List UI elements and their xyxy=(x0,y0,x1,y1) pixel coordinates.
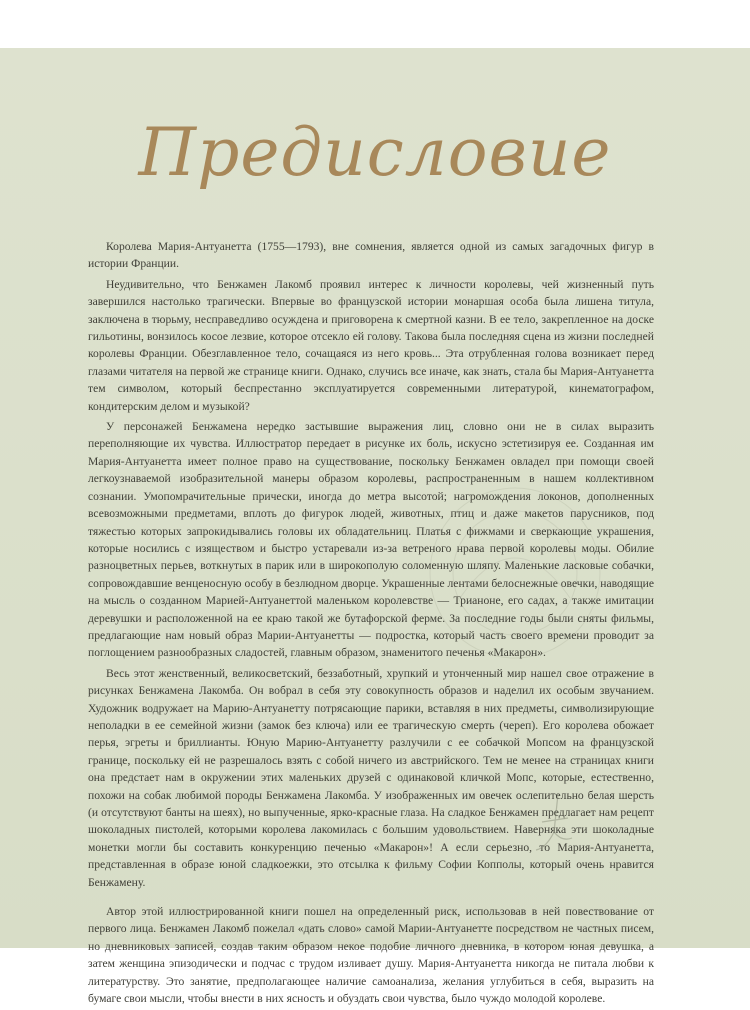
paragraph-4: Весь этот женственный, великосветский, беззаботный, хрупкий и утонченный мир нашел свое отражение в рисунках Бенжамена Лакомба. Он вобрал в себя эту совокупность образов и наделил их особым звучанием. Художник водружает на Марию-Антуанетту потрясающие парики, вставляя в них предметы, символизирующие неполадки в ее семейной жизни (замок без ключа) или ее трагическую смерть (череп). Его королева обожает перья, эгреты и бриллианты. Юную Марию-Антуанетту разлучили с ее собачкой Мопсом на французской границе, поскольку ей не разрешалось взять с собой ничего из австрийского. Тем не менее на страницах книги она предстает нам в окружении этих маленьких друзей с одинаковой кличкой Мопс, которые, естественно, похожи на собак любимой породы Бенжамена Лакомба. У изображенных им овечек ослепительно белая шерсть (и отсутствуют банты на шеях), но выпученные, ярко-красные глаза. На сладкое Бенжамен предлагает нам рецепт шоколадных пистолей, которыми королева лакомилась с большим удовольствием. Наверняка эти шоколадные монетки могли бы составить конкуренцию печенью «Макарон»! А если серьезно, то Мария-Антуанетта, представленная в образе юной сладкоежки, это отсылка к фильму Софии Копполы, который очень нравится Бенжамену. xyxy=(88,666,654,889)
page-title: Предисловие xyxy=(138,114,612,191)
book-page xyxy=(0,48,750,1006)
body-text xyxy=(88,238,654,1010)
paragraph-1: Королева Мария-Антуанетта (1755—1793), вне сомнения, является одной из самых загадочных фигур в истории Франции. xyxy=(88,240,654,271)
signature-mark xyxy=(528,792,588,856)
paragraph-5: Автор этой иллюстрированной книги пошел на определенный риск, использовав в ней повествование от первого лица. Бенжамен Лакомб пожелал «дать слово» самой Марии-Антуанетте посредством не частных писем, но дневниковых записей, создав таким образом некое подобие личного дневника, в котором юная девушка, а затем женщина эпизодически и подчас с трудом изливает душу. Мария-Антуанетта никогда не питала любви к литературству. Это занятие, предполагающее наличие самоанализа, желания углубиться в себя, выразить на бумаге свои мысли, чтобы внести в них ясность и обуздать свои чувства, было чуждо молодой королеве. xyxy=(88,905,654,1006)
paragraph-2: Неудивительно, что Бенжамен Лакомб проявил интерес к личности королевы, чей жизненный путь завершился настолько трагически. Впервые во французской истории монаршая особа была лишена титула, заключена в тюрьму, несправедливо осуждена и приговорена к смертной казни. В ее тело, закрепленное на доске гильотины, вонзилось косое лезвие, которое отсекло ей голову. Такова была последняя сцена из жизни последней королевы Франции. Обезглавленное тело, сочащаяся из него кровь... Эта отрубленная голова возникает перед глазами читателя на первой же странице книги. Однако, случись все иначе, как знать, стала бы Мария-Антуанетта тем символом, который беспрестанно эксплуатируется современными литературой, кинематографом, кондитерским делом и музыкой? xyxy=(88,277,654,413)
paragraph-3: У персонажей Бенжамена нередко застывшие выражения лиц, словно они не в силах выразить переполняющие их чувства. Иллюстратор передает в рисунке их боль, искусно эстетизируя ее. Созданная им Мария-Антуанетта имеет полное право на существование, поскольку Бенжамен овладел при помощи своей легкоузнаваемой изобразительной манеры образом королевы, распространенным в нашем коллективном сознании. Умопомрачительные прически, иногда до метра высотой; нагромождения локонов, дополненных всевозможными предметами, вплоть до фигурок людей, животных, птиц и даже макетов парусников, под тяжестью которых запрокидывались головы их обладательниц. Платья с фижмами и сверкающие украшения, которые носились с изяществом и быстро устаревали из-за ветреного нрава первой королевы моды. Обилие разноцветных перьев, воткнутых в парик или в широкополую соломенную шляпу. Маленькие ласковые собачки, сопровождавшие венценосную особу в безлюдном дворце. Украшенные лентами белоснежные овечки, наводящие на мысль о созданном Марией-Антуанеттой маленьком королевстве — Трианоне, его садах, а также имитации деревушки и расположенной на ее краю такой же бутафорской ферме. За последние годы были сняты фильмы, предлагающие нам новый образ Марии-Антуанетты — подростка, который часть своего времени проводит за поглощением разнообразных сладостей, главным образом, знаменитого печенья «Макарон». xyxy=(88,420,654,660)
